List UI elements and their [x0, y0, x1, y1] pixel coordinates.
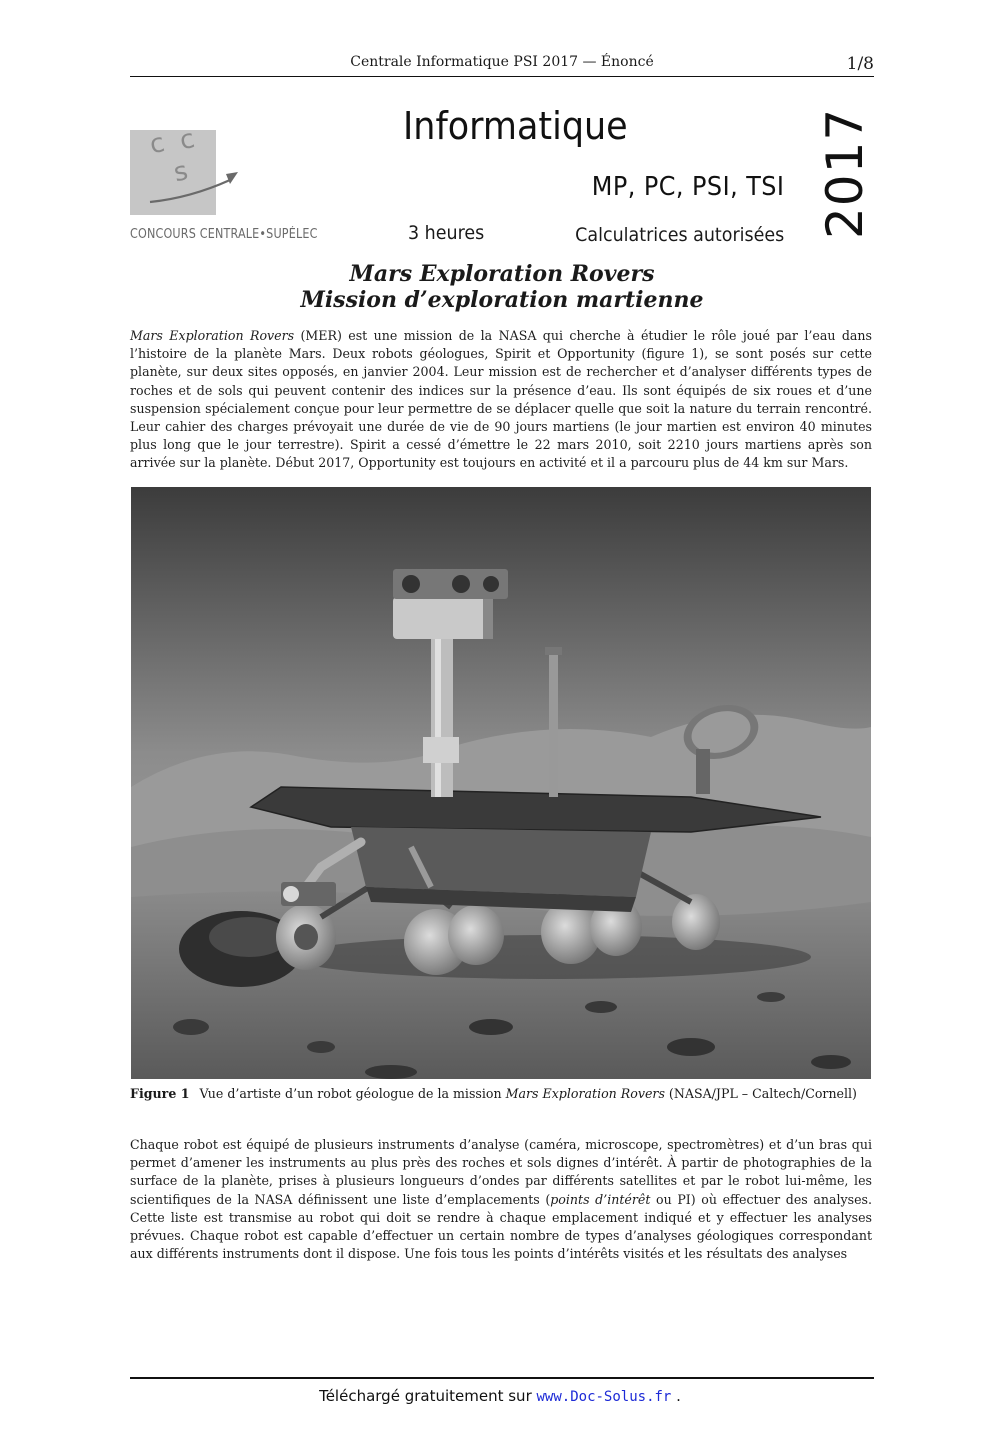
- problem-title-line1: Mars Exploration Rovers: [349, 261, 655, 287]
- logo-text: CONCOURS CENTRALE•SUPÉLEC: [130, 227, 318, 242]
- figure-label: Figure 1: [130, 1086, 190, 1101]
- body-text-1: Chaque robot est équipé de plusieurs instruments d’analyse (caméra, microscope, spectromètres) et d’un bras qui permet d’amener les instruments au plus près des roches et sols dignes d’intérêt. À partir de photographies de la surface de la planète, prises à plusieurs longueurs d’ondes par différents satellites et par le robot lui-même, les scientifiques de la NASA définissent une liste d’emplacements (: [130, 1137, 872, 1207]
- svg-text:c: c: [147, 128, 168, 161]
- intro-text: (MER) est une mission de la NASA qui cherche à étudier le rôle joué par l’eau dans l’histoire de la planète Mars. Deux robots géologues, Spirit et Opportunity (figure 1), se sont posés sur cette planète, sur deux sites opposés, en janvier 2004. Leur mission est de rechercher et d’analyser différents types de roches et de sols qui peuvent contenir des indices sur la présence d’eau. Ils sont équipés de six roues et d’une suspension spécialement conçue pour leur permettre de se déplacer quelle que soit la nature du terrain rencontré. Leur cahier des charges prévoyait une durée de vie de 90 jours martiens (le jour martien est environ 40 minutes plus long que le jour terrestre). Spirit a cessé d’émettre le 22 mars 2010, soit 2210 jours martiens après son arrivée sur la planète. Début 2017, Opportunity est toujours en activité et il a parcouru plus de 44 km sur Mars.: [130, 328, 872, 471]
- rover-figure: [131, 487, 871, 1079]
- body-text-2: ou PI) où effectuer des analyses. Cette liste est transmise au robot qui doit se rendre à chaque emplacement indiqué et y effectuer les analyses prévues. Chaque robot est capable d’effectuer un certain nombre de types d’analyses géologiques correspondant aux différents instruments dont il dispose. Une fois tous les points d’intérêts visités et les résultats des analyses: [130, 1191, 872, 1262]
- running-header: [130, 54, 874, 76]
- intro-italic-lead: Mars Exploration Rovers: [130, 328, 295, 343]
- problem-title-line2: Mission d’exploration martienne: [300, 287, 704, 313]
- footer-rule: [130, 1377, 874, 1379]
- body-paragraph: [130, 1136, 872, 1263]
- svg-text:s: s: [171, 156, 191, 189]
- calculators-note: Calculatrices autorisées: [574, 224, 784, 246]
- running-header-title: Centrale Informatique PSI 2017 — Énoncé: [350, 54, 654, 70]
- caption-italic: Mars Exploration Rovers: [505, 1086, 665, 1101]
- figure-caption: [130, 1085, 872, 1103]
- footer-end: .: [671, 1387, 681, 1405]
- exam-year: 2017: [816, 107, 874, 239]
- download-footer: [0, 1387, 981, 1405]
- body-italic-term: points d’intérêt: [550, 1191, 651, 1207]
- svg-text:c: c: [177, 124, 198, 157]
- page-number: 1/8: [846, 54, 874, 74]
- caption-text-before: Vue d’artiste d’un robot géologue de la mission: [199, 1086, 506, 1101]
- intro-paragraph: [130, 327, 872, 473]
- header-rule: [130, 76, 874, 77]
- caption-text-after: (NASA/JPL – Caltech/Cornell): [664, 1086, 857, 1101]
- subject-title: Informatique: [403, 104, 628, 148]
- footer-text: Téléchargé gratuitement sur: [319, 1387, 537, 1405]
- doc-solus-link[interactable]: www.Doc-Solus.fr: [536, 1389, 672, 1405]
- duration: 3 heures: [408, 222, 485, 244]
- filieres: MP, PC, PSI, TSI: [591, 172, 784, 202]
